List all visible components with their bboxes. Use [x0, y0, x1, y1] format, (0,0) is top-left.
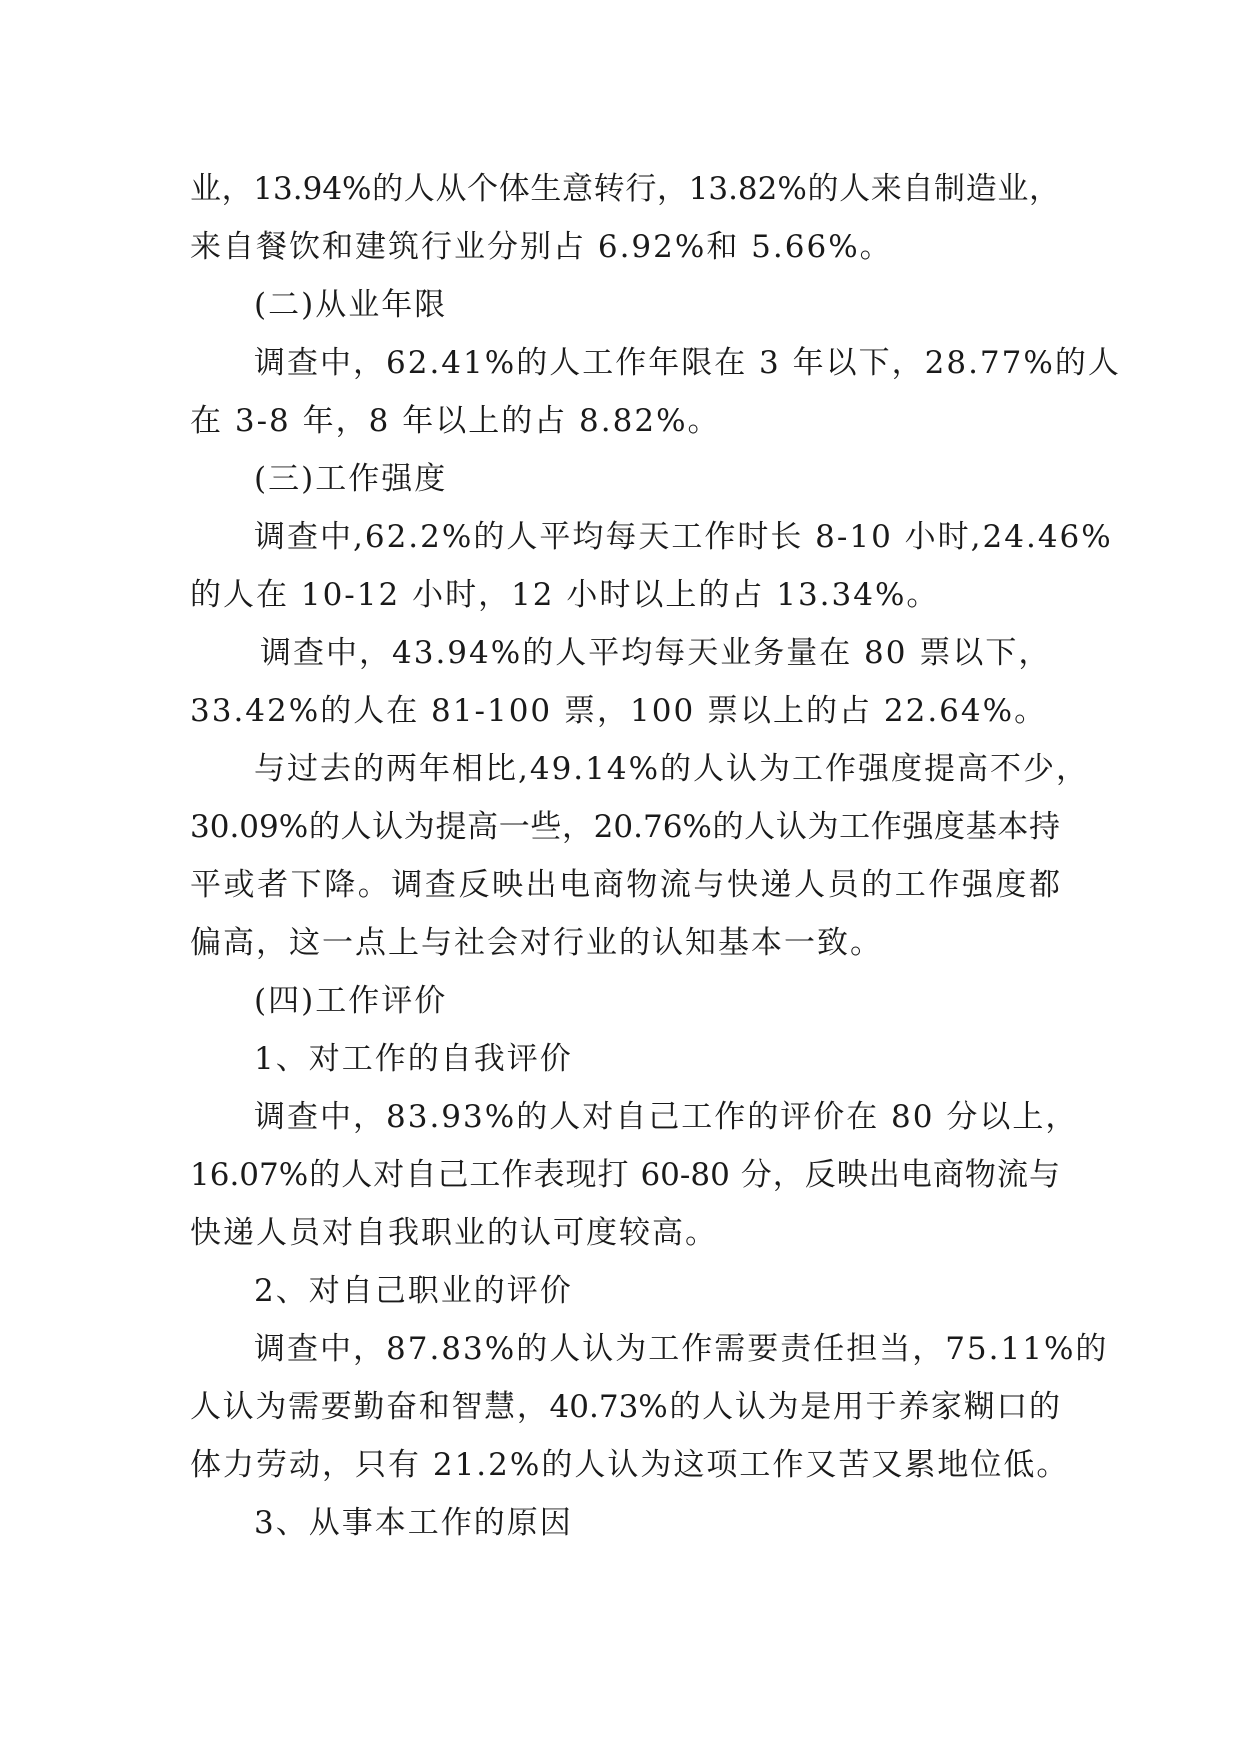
paragraph-line: 33.42%的人在 81-100 票，100 票以上的占 22.64%。 — [190, 693, 1048, 729]
paragraph-line: 的人在 10-12 小时，12 小时以上的占 13.34%。 — [190, 577, 940, 613]
section-heading: (三)工作强度 — [254, 461, 448, 497]
subsection-heading: 1、对工作的自我评价 — [254, 1041, 573, 1077]
paragraph-line: 平或者下降。调查反映出电商物流与快递人员的工作强度都 — [190, 867, 1060, 903]
subsection-heading: 2、对自己职业的评价 — [254, 1273, 573, 1309]
paragraph-line: 调查中,62.2%的人平均每天工作时长 8-10 小时,24.46% — [254, 519, 1113, 555]
paragraph-line: 在 3-8 年，8 年以上的占 8.82%。 — [190, 403, 721, 439]
section-heading: (二)从业年限 — [254, 287, 448, 323]
paragraph-line: 体力劳动，只有 21.2%的人认为这项工作又苦又累地位低。 — [190, 1447, 1070, 1483]
body-text — [190, 160, 1121, 1552]
paragraph-line: 业，13.94%的人从个体生意转行，13.82%的人来自制造业， — [190, 171, 1060, 207]
paragraph-line: 偏高，这一点上与社会对行业的认知基本一致。 — [190, 925, 883, 961]
paragraph-line: 快递人员对自我职业的认可度较高。 — [190, 1215, 718, 1251]
paragraph-line: 人认为需要勤奋和智慧，40.73%的人认为是用于养家糊口的 — [190, 1389, 1060, 1425]
paragraph-line: 与过去的两年相比,49.14%的人认为工作强度提高不少， — [254, 751, 1090, 787]
paragraph-line: 30.09%的人认为提高一些，20.76%的人认为工作强度基本持 — [190, 809, 1060, 845]
paragraph-line: 调查中，87.83%的人认为工作需要责任担当，75.11%的 — [254, 1331, 1109, 1367]
paragraph-line: 调查中，43.94%的人平均每天业务量在 80 票以下， — [260, 635, 1052, 671]
paragraph-line: 16.07%的人对自己工作表现打 60-80 分，反映出电商物流与 — [190, 1157, 1060, 1193]
paragraph-line: 来自餐饮和建筑行业分别占 6.92%和 5.66%。 — [190, 229, 893, 265]
subsection-heading: 3、从事本工作的原因 — [254, 1505, 573, 1541]
paragraph-line: 调查中，62.41%的人工作年限在 3 年以下，28.77%的人 — [254, 345, 1121, 381]
paragraph-line: 调查中，83.93%的人对自己工作的评价在 80 分以上， — [254, 1099, 1079, 1135]
section-heading: (四)工作评价 — [254, 983, 448, 1019]
